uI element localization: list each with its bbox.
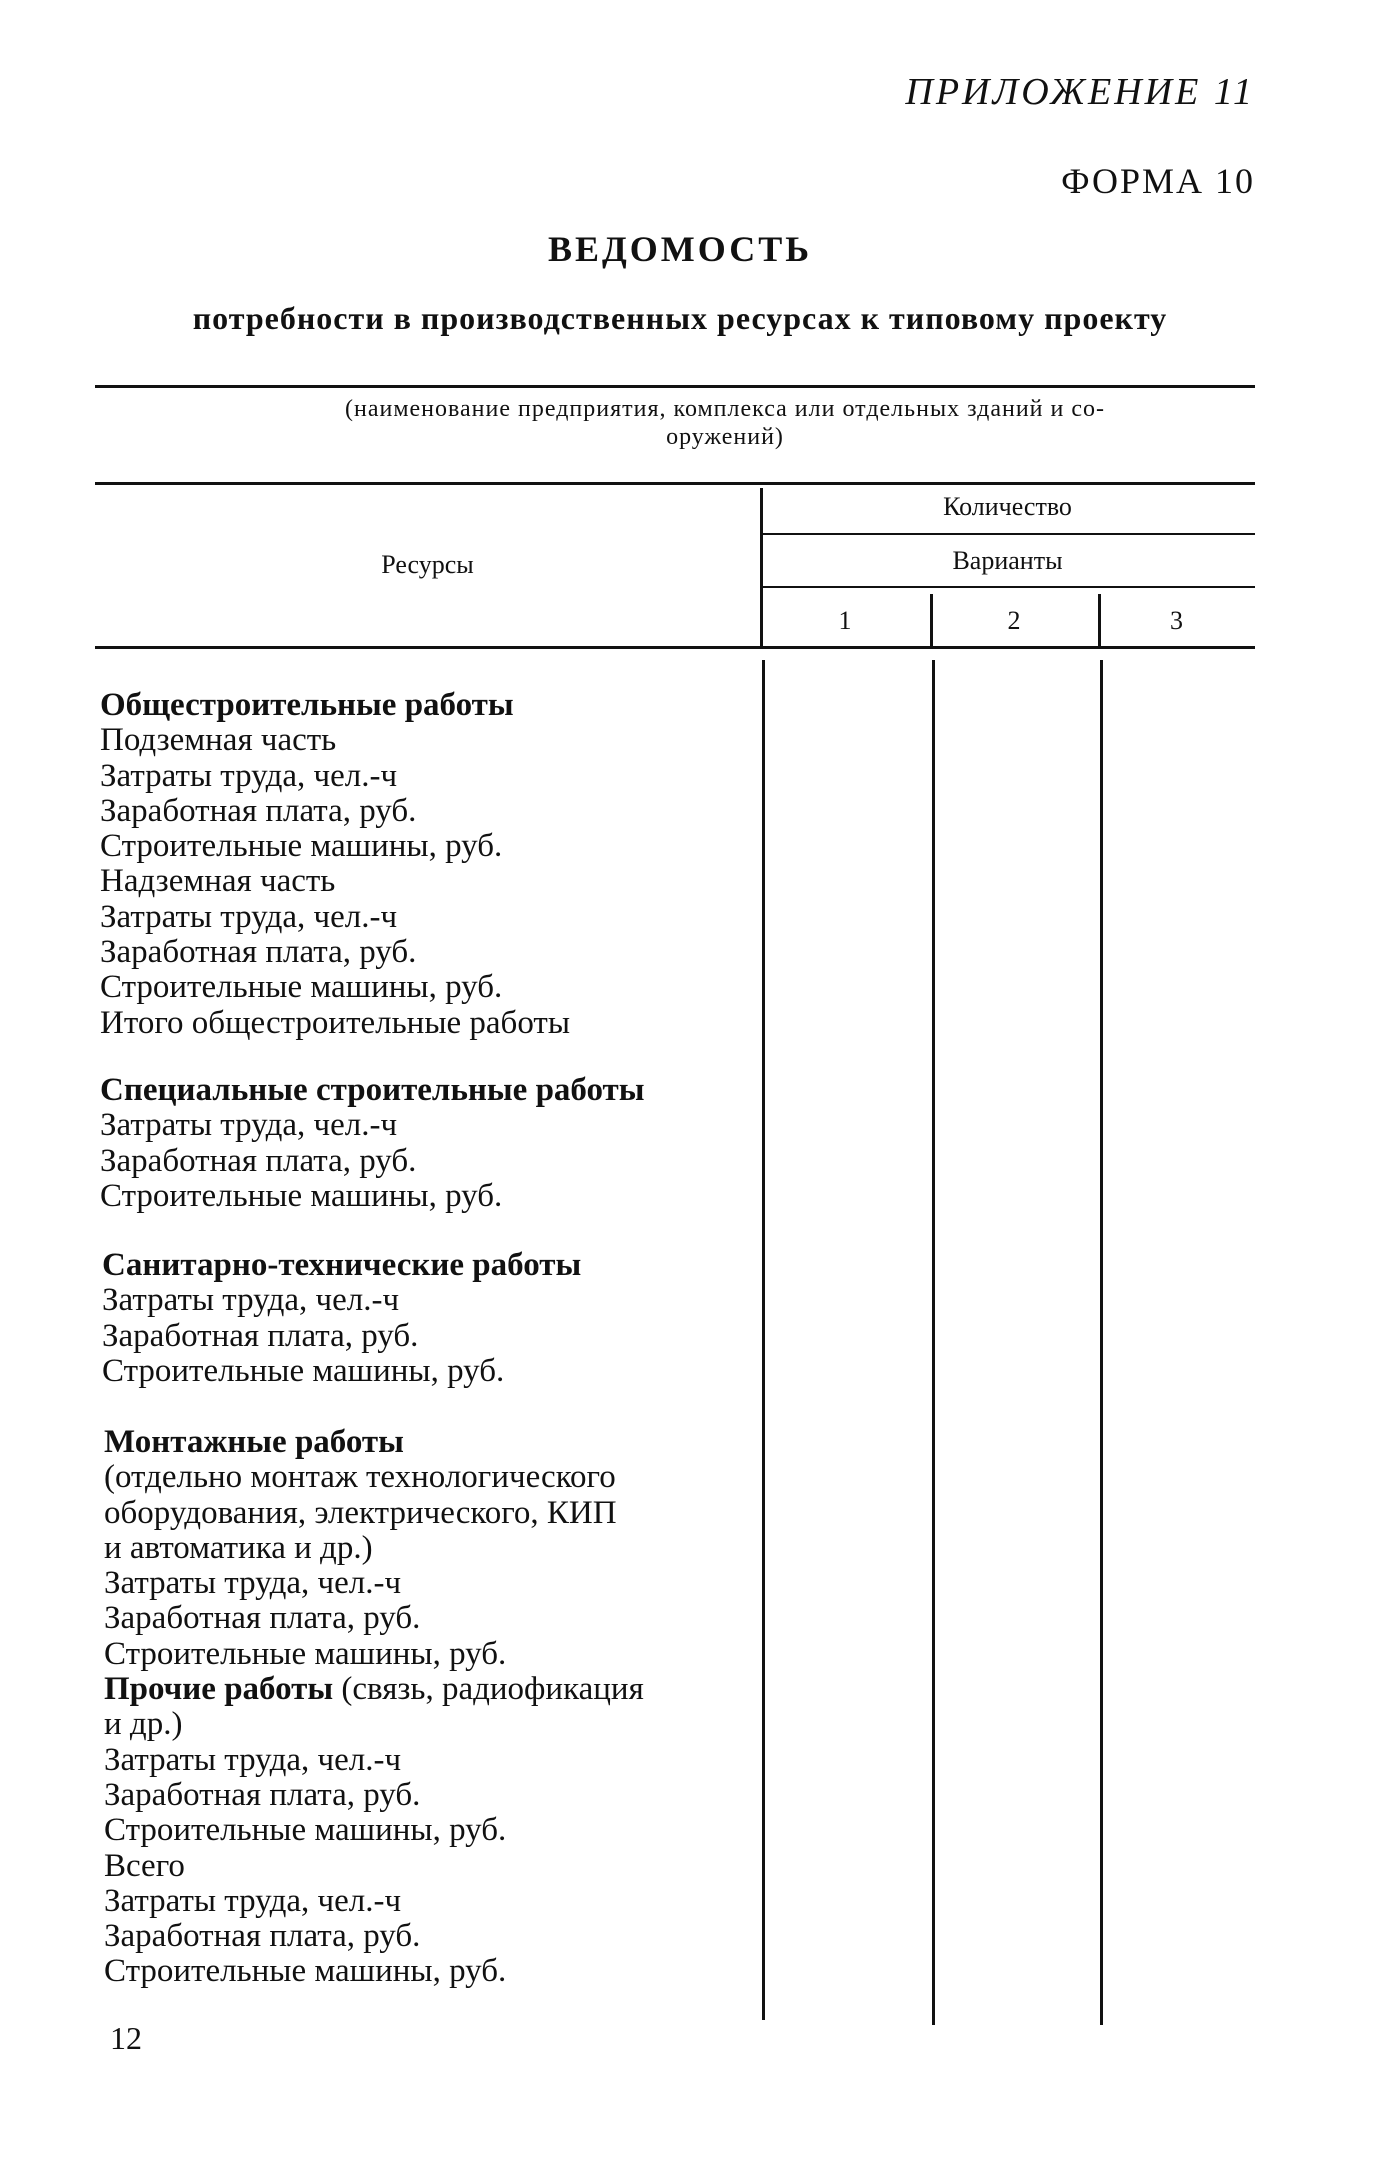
row-label: Заработная плата, руб. xyxy=(100,934,417,971)
document-title: ВЕДОМОСТЬ xyxy=(547,229,813,269)
variant-2-header: 2 xyxy=(1007,606,1021,635)
row-label: Затраты труда, чел.-ч xyxy=(100,1107,398,1144)
row-label: Заработная плата, руб. xyxy=(102,1317,419,1354)
quantity-column-header: Количество xyxy=(943,492,1072,521)
variant-3-header: 3 xyxy=(1170,606,1183,635)
appendix-label: ПРИЛОЖЕНИЕ 11 xyxy=(905,71,1255,113)
row-label: Заработная плата, руб. xyxy=(104,1776,421,1813)
total-title: Всего xyxy=(104,1847,185,1884)
variants-column-header: Варианты xyxy=(952,546,1063,575)
row-label: Строительные машины, руб. xyxy=(100,969,503,1006)
row-label: Строительные машины, руб. xyxy=(104,1812,507,1849)
document-subtitle: потребности в производственных ресурсах к типовому проекту xyxy=(192,300,1168,336)
row-label: Заработная плата, руб. xyxy=(104,1918,421,1955)
row-label: Затраты труда, чел.-ч xyxy=(102,1282,400,1319)
form-label: ФОРМА 10 xyxy=(1061,161,1255,201)
row-label: Итого общестроительные работы xyxy=(100,1004,570,1041)
row-label: Подземная часть xyxy=(100,722,337,759)
name-caption-line2: оружений) xyxy=(666,424,784,450)
section-title: Общестроительные работы xyxy=(100,687,514,723)
section-installation xyxy=(104,1425,644,1990)
row-label: Строительные машины, руб. xyxy=(102,1352,505,1389)
table-top-rule xyxy=(95,482,1255,485)
row-label: Заработная плата, руб. xyxy=(104,1600,421,1637)
row-label: Заработная плата, руб. xyxy=(100,1142,417,1179)
quantity-rule xyxy=(760,533,1255,535)
header-divider-1-2 xyxy=(930,594,933,646)
section-general-construction xyxy=(100,688,570,1041)
body-divider-1-2 xyxy=(932,660,935,2025)
row-label: Затраты труда, чел.-ч xyxy=(104,1565,402,1602)
body-divider-resources xyxy=(762,660,765,2020)
row-label: Строительные машины, руб. xyxy=(100,1177,503,1214)
row-label: Затраты труда, чел.-ч xyxy=(100,898,398,935)
header-divider-resources xyxy=(760,488,763,646)
section-title-cont: и др.) xyxy=(104,1706,183,1743)
table-header-bottom-rule xyxy=(95,646,1255,649)
resources-column-header: Ресурсы xyxy=(381,550,474,579)
row-label: Надземная часть xyxy=(100,863,336,900)
section-title-rest: (связь, радиофикация xyxy=(333,1671,644,1708)
row-label: Строительные машины, руб. xyxy=(104,1635,507,1672)
section-note: оборудования, электрического, КИП xyxy=(104,1494,617,1531)
section-title: Санитарно-технические работы xyxy=(102,1247,582,1283)
header-divider-2-3 xyxy=(1098,594,1101,646)
variant-1-header: 1 xyxy=(838,606,852,635)
body-divider-2-3 xyxy=(1100,660,1103,2025)
row-label: Затраты труда, чел.-ч xyxy=(100,757,398,794)
section-title: Прочие работы xyxy=(104,1671,334,1708)
section-special-construction xyxy=(100,1073,645,1214)
name-caption-line1: (наименование предприятия, комплекса или отдельных зданий и со- xyxy=(344,396,1106,422)
section-sanitary-technical xyxy=(102,1248,581,1389)
row-label: Строительные машины, руб. xyxy=(100,828,503,865)
section-title: Монтажные работы xyxy=(104,1424,404,1460)
section-note: (отдельно монтаж технологического xyxy=(104,1459,616,1496)
row-label: Затраты труда, чел.-ч xyxy=(104,1882,402,1919)
row-label: Заработная плата, руб. xyxy=(100,792,417,829)
section-title: Специальные строительные работы xyxy=(100,1072,645,1108)
section-note: и автоматика и др.) xyxy=(104,1529,373,1566)
name-caption xyxy=(200,395,1250,451)
row-label: Затраты труда, чел.-ч xyxy=(104,1741,402,1778)
variants-rule xyxy=(760,586,1255,588)
page-number: 12 xyxy=(110,2020,142,2056)
row-label: Строительные машины, руб. xyxy=(104,1953,507,1990)
section-other-works xyxy=(104,1672,644,1707)
name-fill-line xyxy=(95,385,1255,388)
